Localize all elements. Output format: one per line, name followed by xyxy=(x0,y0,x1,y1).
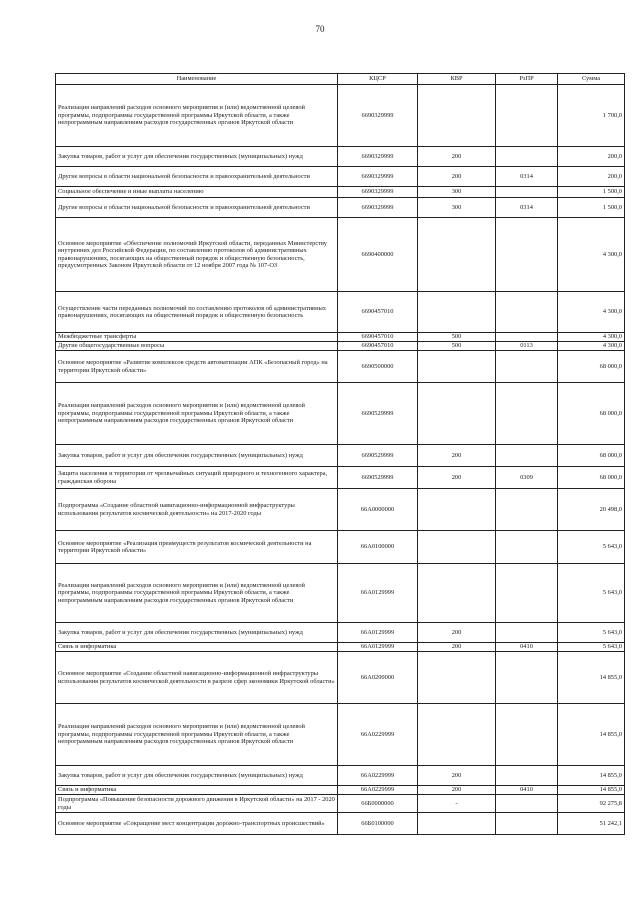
row-sum: 68 000,0 xyxy=(558,445,625,467)
row-name: Основное мероприятие «Обеспечение полномочий Иркутской области, переданных Министерству внутренних дел Российской Федерации, по составлению протоколов об административных правонарушениях, посягающих на общественный порядок и общественную безопасность, предусмотренных Законом Иркутской области от 12 ноября 2007 года № 107-ОЗ xyxy=(56,218,338,292)
row-sum: 4 300,0 xyxy=(558,218,625,292)
row-rzpr xyxy=(496,351,558,383)
row-sum: 4 300,0 xyxy=(558,292,625,333)
row-name: Социальное обеспечение и иные выплаты населению xyxy=(56,187,338,198)
table-row xyxy=(56,292,625,333)
row-code: 6690329999 xyxy=(338,85,418,147)
row-name: Закупка товаров, работ и услуг для обеспечения государственных (муниципальных) нужд xyxy=(56,766,338,786)
table-row xyxy=(56,704,625,766)
row-rzpr: 0314 xyxy=(496,167,558,187)
row-sum: 5 643,0 xyxy=(558,643,625,652)
row-sum: 14 855,0 xyxy=(558,652,625,704)
row-code: 66А0129999 xyxy=(338,643,418,652)
table-row xyxy=(56,351,625,383)
row-sum: 68 000,0 xyxy=(558,467,625,489)
row-rzpr xyxy=(496,489,558,531)
row-code: 6690329999 xyxy=(338,187,418,198)
row-kvr: 200 xyxy=(418,467,496,489)
row-name: Закупка товаров, работ и услуг для обеспечения государственных (муниципальных) нужд xyxy=(56,445,338,467)
row-code: 66А0229999 xyxy=(338,704,418,766)
row-kvr xyxy=(418,85,496,147)
row-kvr: 200 xyxy=(418,766,496,786)
row-code: 6690329999 xyxy=(338,167,418,187)
row-code: 6690329999 xyxy=(338,198,418,218)
row-rzpr: 0410 xyxy=(496,786,558,795)
row-kvr: 500 xyxy=(418,333,496,342)
row-kvr: 500 xyxy=(418,342,496,351)
row-code: 6690457010 xyxy=(338,342,418,351)
row-name: Основное мероприятие «Развитие комплексов средств автоматизации АПК «Безопасный город» на территории Иркутской области» xyxy=(56,351,338,383)
header-rzpr: РзПР xyxy=(496,74,558,85)
row-name: Осуществление части переданных полномочий по составлению протоколов об административных правонарушениях, посягающих на общественный порядок и общественную безопасность xyxy=(56,292,338,333)
row-code: 6690329999 xyxy=(338,147,418,167)
row-rzpr xyxy=(496,795,558,813)
row-code: 66А0000000 xyxy=(338,489,418,531)
row-rzpr: 0309 xyxy=(496,467,558,489)
row-code: 66А0129999 xyxy=(338,564,418,623)
row-rzpr xyxy=(496,813,558,835)
row-name: Реализация направлений расходов основного мероприятия и (или) ведомственной целевой программы, подпрограммы государственной программы Иркутской области, а также непрограммным направлениям расходов государственных органов Иркутской области xyxy=(56,85,338,147)
table-header-row xyxy=(56,74,625,85)
row-sum: 20 498,0 xyxy=(558,489,625,531)
row-name: Другие вопросы в области национальной безопасности и правоохранительной деятельности xyxy=(56,167,338,187)
table-row xyxy=(56,489,625,531)
row-kvr: 200 xyxy=(418,147,496,167)
row-name: Защита населения и территории от чрезвычайных ситуаций природного и техногенного характера, гражданская оборона xyxy=(56,467,338,489)
table-row xyxy=(56,147,625,167)
row-rzpr xyxy=(496,383,558,445)
row-name: Другие вопросы в области национальной безопасности и правоохранительной деятельности xyxy=(56,198,338,218)
row-code: 6690529999 xyxy=(338,383,418,445)
row-rzpr xyxy=(496,218,558,292)
row-code: 66А0200000 xyxy=(338,652,418,704)
row-rzpr: 0410 xyxy=(496,643,558,652)
row-kvr: 200 xyxy=(418,167,496,187)
table-row xyxy=(56,198,625,218)
row-rzpr xyxy=(496,766,558,786)
budget-table xyxy=(55,73,625,835)
row-code: 6690529999 xyxy=(338,467,418,489)
table-row xyxy=(56,643,625,652)
row-name: Основное мероприятие «Сокращение мест концентрации дорожно-транспортных происшествий» xyxy=(56,813,338,835)
table-row xyxy=(56,813,625,835)
row-sum: 51 242,1 xyxy=(558,813,625,835)
table-row xyxy=(56,786,625,795)
row-name: Другие общегосударственные вопросы xyxy=(56,342,338,351)
row-name: Основное мероприятие «Реализация преимуществ результатов космической деятельности на территории Иркутской области» xyxy=(56,531,338,564)
row-rzpr xyxy=(496,147,558,167)
row-sum: 14 855,0 xyxy=(558,704,625,766)
row-kvr: 200 xyxy=(418,786,496,795)
row-sum: 5 643,0 xyxy=(558,531,625,564)
row-name: Основное мероприятие «Создание областной навигационно-информационной инфраструктуры использования результатов космической деятельности в разрезе сфер экономики Иркутской области» xyxy=(56,652,338,704)
table-row xyxy=(56,167,625,187)
row-kvr xyxy=(418,383,496,445)
row-rzpr xyxy=(496,623,558,643)
row-code: 66А0129999 xyxy=(338,623,418,643)
row-code: 6690400000 xyxy=(338,218,418,292)
row-sum: 1 500,0 xyxy=(558,198,625,218)
table-row xyxy=(56,445,625,467)
row-sum: 14 855,0 xyxy=(558,766,625,786)
row-kvr xyxy=(418,218,496,292)
row-code: 66А0229999 xyxy=(338,786,418,795)
row-sum: 68 000,0 xyxy=(558,351,625,383)
table-row xyxy=(56,342,625,351)
table-row xyxy=(56,652,625,704)
row-kvr: 200 xyxy=(418,643,496,652)
table-row xyxy=(56,623,625,643)
table-row xyxy=(56,383,625,445)
row-sum: 1 700,0 xyxy=(558,85,625,147)
header-sum: Сумма xyxy=(558,74,625,85)
row-name: Реализация направлений расходов основного мероприятия и (или) ведомственной целевой программы, подпрограммы государственной программы Иркутской области, а также непрограммным направлениям расходов государственных органов Иркутской области xyxy=(56,383,338,445)
header-code: КЦСР xyxy=(338,74,418,85)
row-code: 6690457010 xyxy=(338,292,418,333)
row-sum: 4 300,0 xyxy=(558,333,625,342)
row-sum: 92 275,8 xyxy=(558,795,625,813)
row-name: Реализация направлений расходов основного мероприятия и (или) ведомственной целевой программы, подпрограммы государственной программы Иркутской области, а также непрограммным направлениям расходов государственных органов Иркутской области xyxy=(56,564,338,623)
table-row xyxy=(56,467,625,489)
row-kvr xyxy=(418,489,496,531)
row-kvr xyxy=(418,704,496,766)
row-name: Подпрограмма «Повышение безопасности дорожного движения в Иркутской области» на 2017 - 2020 годы xyxy=(56,795,338,813)
row-name: Связь и информатика xyxy=(56,786,338,795)
row-sum: 68 000,0 xyxy=(558,383,625,445)
table-row xyxy=(56,795,625,813)
row-sum: 14 855,0 xyxy=(558,786,625,795)
row-name: Связь и информатика xyxy=(56,643,338,652)
row-kvr xyxy=(418,351,496,383)
row-rzpr xyxy=(496,187,558,198)
row-kvr: 300 xyxy=(418,198,496,218)
row-sum: 200,0 xyxy=(558,167,625,187)
table-row xyxy=(56,187,625,198)
table-row xyxy=(56,85,625,147)
row-code: 66Б0100000 xyxy=(338,813,418,835)
header-name: Наименование xyxy=(56,74,338,85)
row-kvr xyxy=(418,652,496,704)
row-kvr xyxy=(418,813,496,835)
row-rzpr xyxy=(496,292,558,333)
row-code: 6690500000 xyxy=(338,351,418,383)
table-row xyxy=(56,531,625,564)
row-rzpr xyxy=(496,564,558,623)
table-row xyxy=(56,766,625,786)
row-kvr: 200 xyxy=(418,445,496,467)
row-name: Закупка товаров, работ и услуг для обеспечения государственных (муниципальных) нужд xyxy=(56,147,338,167)
row-sum: 200,0 xyxy=(558,147,625,167)
row-rzpr xyxy=(496,531,558,564)
row-code: 66А0100000 xyxy=(338,531,418,564)
row-code: 66А0229999 xyxy=(338,766,418,786)
header-kvr: КВР xyxy=(418,74,496,85)
row-rzpr xyxy=(496,333,558,342)
row-kvr xyxy=(418,564,496,623)
table-row xyxy=(56,333,625,342)
page-number: 70 xyxy=(315,24,325,34)
table-row xyxy=(56,564,625,623)
row-rzpr: 0113 xyxy=(496,342,558,351)
row-rzpr xyxy=(496,85,558,147)
row-rzpr xyxy=(496,704,558,766)
row-rzpr xyxy=(496,652,558,704)
row-name: Закупка товаров, работ и услуг для обеспечения государственных (муниципальных) нужд xyxy=(56,623,338,643)
row-sum: 5 643,0 xyxy=(558,623,625,643)
row-sum: 4 300,0 xyxy=(558,342,625,351)
row-code: 66Б0000000 xyxy=(338,795,418,813)
row-sum: 5 643,0 xyxy=(558,564,625,623)
row-kvr: 200 xyxy=(418,623,496,643)
row-sum: 1 500,0 xyxy=(558,187,625,198)
row-name: Межбюджетные трансферты xyxy=(56,333,338,342)
table-row xyxy=(56,218,625,292)
row-kvr: - xyxy=(418,795,496,813)
row-kvr xyxy=(418,531,496,564)
row-name: Подпрограмма «Создание областной навигационно-информационной инфраструктуры использования результатов космической деятельности» на 2017-2020 годы xyxy=(56,489,338,531)
row-name: Реализация направлений расходов основного мероприятия и (или) ведомственной целевой программы, подпрограммы государственной программы Иркутской области, а также непрограммным направлениям расходов государственных органов Иркутской области xyxy=(56,704,338,766)
row-kvr xyxy=(418,292,496,333)
row-code: 6690529999 xyxy=(338,445,418,467)
row-code: 6690457010 xyxy=(338,333,418,342)
row-rzpr: 0314 xyxy=(496,198,558,218)
row-kvr: 300 xyxy=(418,187,496,198)
row-rzpr xyxy=(496,445,558,467)
